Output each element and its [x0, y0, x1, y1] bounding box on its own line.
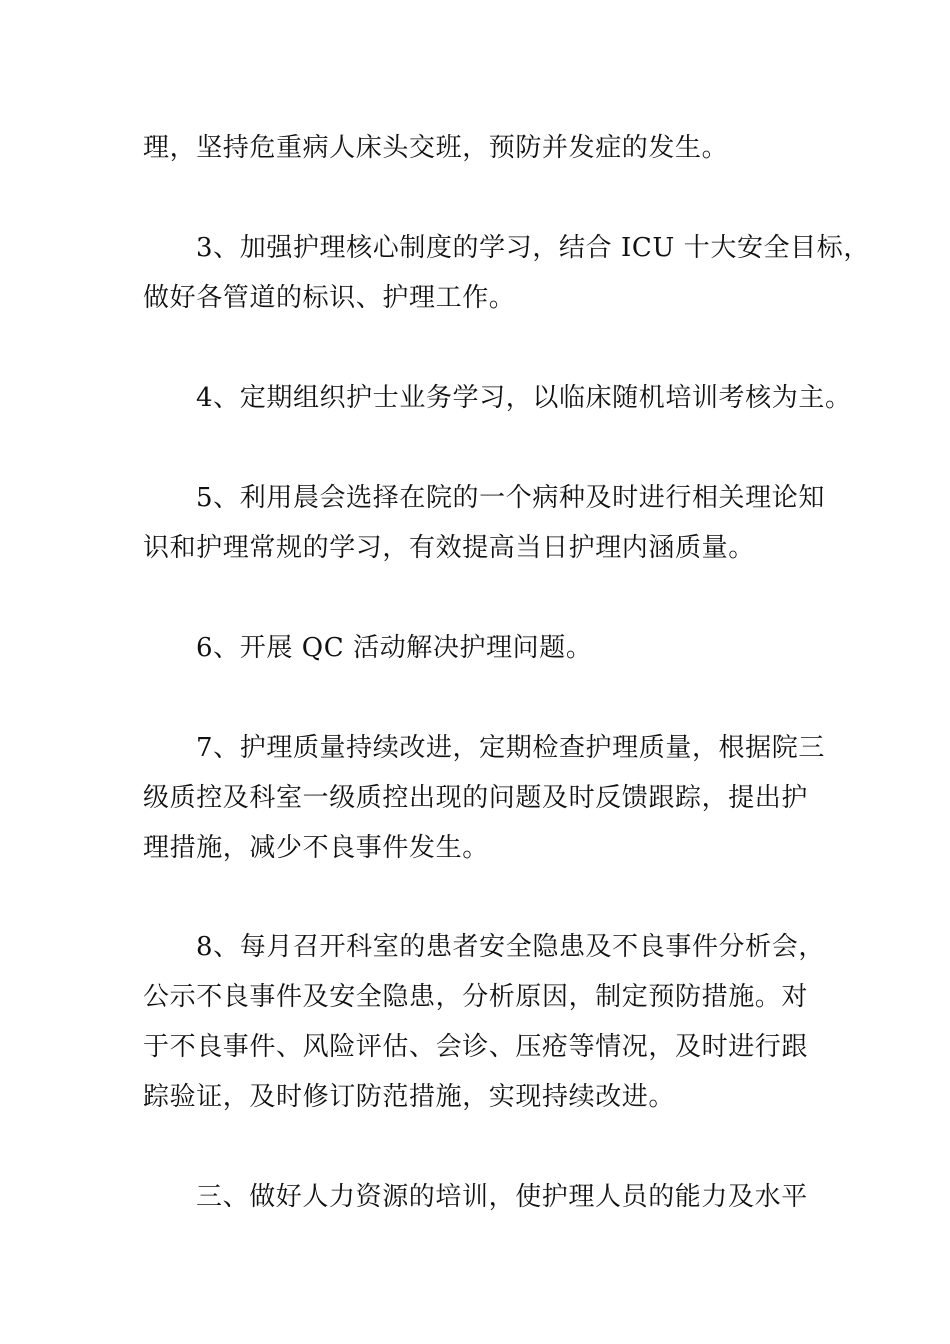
paragraph-6-line-1: 7、护理质量持续改进，定期检查护理质量，根据院三 — [196, 733, 825, 763]
paragraph-3-line-1: 4、定期组织护士业务学习，以临床随机培训考核为主。 — [196, 383, 852, 413]
paragraph-1-line-1: 理，坚持危重病人床头交班，预防并发症的发生。 — [143, 133, 729, 163]
paragraph-7-line-3: 于不良事件、风险评估、会诊、压疮等情况，及时进行跟 — [143, 1032, 809, 1062]
paragraph-2-line-1: 3、加强护理核心制度的学习，结合 ICU 十大安全目标， — [196, 233, 870, 263]
paragraph-5-line-1: 6、开展 QC 活动解决护理问题。 — [196, 633, 593, 663]
paragraph-2-line-2: 做好各管道的标识、护理工作。 — [143, 283, 516, 313]
paragraph-7-line-1: 8、每月召开科室的患者安全隐患及不良事件分析会， — [196, 932, 825, 962]
paragraph-7-line-2: 公示不良事件及安全隐患，分析原因，制定预防措施。对 — [143, 982, 809, 1012]
paragraph-4-line-1: 5、利用晨会选择在院的一个病种及时进行相关理论知 — [196, 483, 825, 513]
paragraph-7-line-4: 踪验证，及时修订防范措施，实现持续改进。 — [143, 1082, 676, 1112]
paragraph-6-line-3: 理措施，减少不良事件发生。 — [143, 833, 489, 863]
paragraph-4-line-2: 识和护理常规的学习，有效提高当日护理内涵质量。 — [143, 533, 755, 563]
paragraph-8-line-1: 三、做好人力资源的培训，使护理人员的能力及水平 — [196, 1182, 808, 1212]
paragraph-6-line-2: 级质控及科室一级质控出现的问题及时反馈跟踪，提出护 — [143, 783, 809, 813]
